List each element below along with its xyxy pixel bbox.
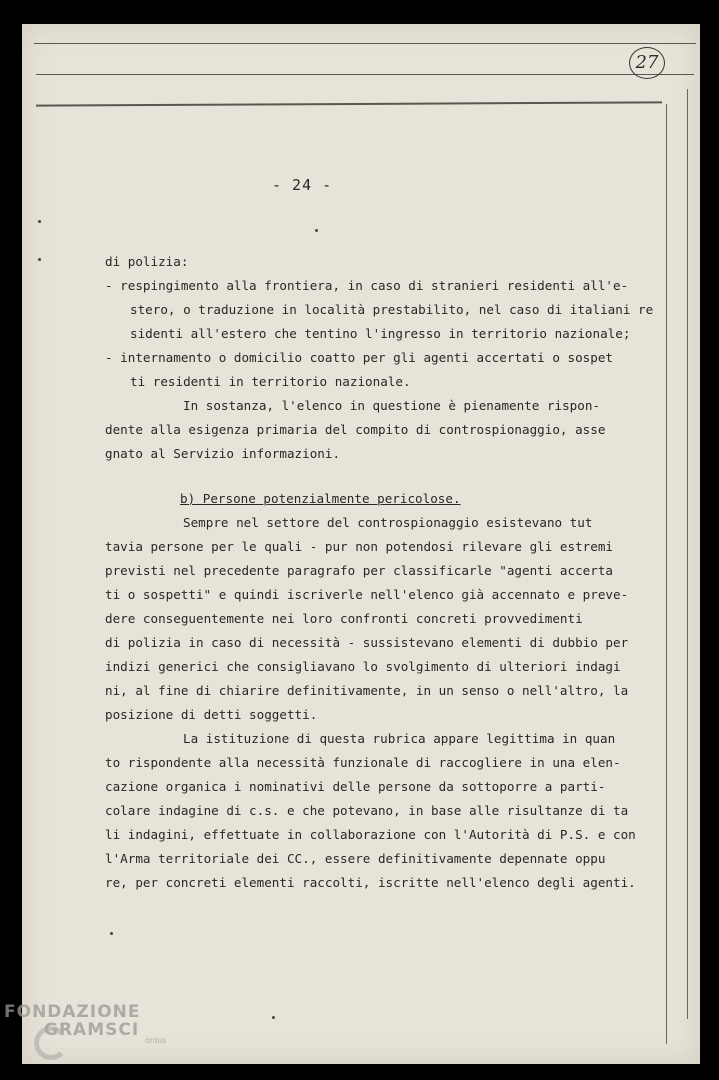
text-line: indizi generici che consigliavano lo svolgimento di ulteriori indagi	[105, 659, 621, 674]
text-line: sidenti all'estero che tentino l'ingresso in territorio nazionale;	[130, 326, 631, 341]
text-line: posizione di detti soggetti.	[105, 707, 318, 722]
right-margin-line	[666, 104, 667, 1044]
watermark-line1: FONDAZIONE	[4, 1002, 141, 1022]
text-line: La istituzione di questa rubrica appare legittima in quan	[183, 731, 616, 746]
archive-number-stamp: 27	[629, 47, 665, 79]
text-line: ti o sospetti" e quindi iscriverle nell'elenco già accennato e preve-	[105, 587, 629, 602]
speck	[315, 229, 318, 232]
text-line: dente alla esigenza primaria del compito di controspionaggio, asse	[105, 422, 606, 437]
gramsci-logo-icon	[34, 1026, 68, 1060]
right-margin-line-outer	[687, 89, 688, 1019]
page-number: - 24 -	[272, 176, 333, 194]
text-line: stero, o traduzione in località prestabilito, nel caso di italiani re	[130, 302, 654, 317]
paragraph-block-1	[105, 250, 654, 466]
text-line: di polizia:	[105, 254, 189, 269]
subheading: b) Persone potenzialmente pericolose.	[180, 491, 461, 506]
speck	[38, 220, 41, 223]
text-line: - respingimento alla frontiera, in caso di stranieri residenti all'e-	[105, 278, 629, 293]
text-line: dere conseguentemente nei loro confronti concreti provvedimenti	[105, 611, 583, 626]
text-line: tavia persone per le quali - pur non potendosi rilevare gli estremi	[105, 539, 613, 554]
text-line: previsti nel precedente paragrafo per classificarle "agenti accerta	[105, 563, 613, 578]
speck	[110, 932, 113, 935]
speck	[272, 1016, 275, 1019]
text-line: re, per concreti elementi raccolti, iscritte nell'elenco degli agenti.	[105, 875, 636, 890]
text-line: li indagini, effettuate in collaborazione con l'Autorità di P.S. e con	[105, 827, 636, 842]
text-line: l'Arma territoriale dei CC., essere definitivamente depennate oppu	[105, 851, 606, 866]
text-line: gnato al Servizio informazioni.	[105, 446, 341, 461]
watermark-line3: onlus	[145, 1036, 167, 1045]
watermark-line2: GRAMSCI	[44, 1020, 140, 1040]
top-rule	[34, 43, 696, 44]
text-line: to rispondente alla necessità funzionale di raccogliere in una elen-	[105, 755, 621, 770]
text-line: Sempre nel settore del controspionaggio esistevano tut	[183, 515, 593, 530]
text-line: ni, al fine di chiarire definitivamente, in un senso o nell'altro, la	[105, 683, 629, 698]
text-line: - internamento o domicilio coatto per gli agenti accertati o sospet	[105, 350, 613, 365]
document-page	[22, 24, 700, 1064]
header-rule-lower	[36, 101, 662, 106]
speck	[38, 258, 41, 261]
fondazione-gramsci-watermark	[4, 1002, 166, 1045]
text-line: cazione organica i nominativi delle persone da sottoporre a parti-	[105, 779, 606, 794]
body-text	[105, 250, 654, 895]
paragraph-block-2	[105, 511, 636, 895]
text-line: di polizia in caso di necessità - sussistevano elementi di dubbio per	[105, 635, 629, 650]
header-rule	[36, 74, 694, 75]
text-line: In sostanza, l'elenco in questione è pienamente rispon-	[183, 398, 601, 413]
text-line: ti residenti in territorio nazionale.	[130, 374, 411, 389]
text-line: colare indagine di c.s. e che potevano, in base alle risultanze di ta	[105, 803, 629, 818]
